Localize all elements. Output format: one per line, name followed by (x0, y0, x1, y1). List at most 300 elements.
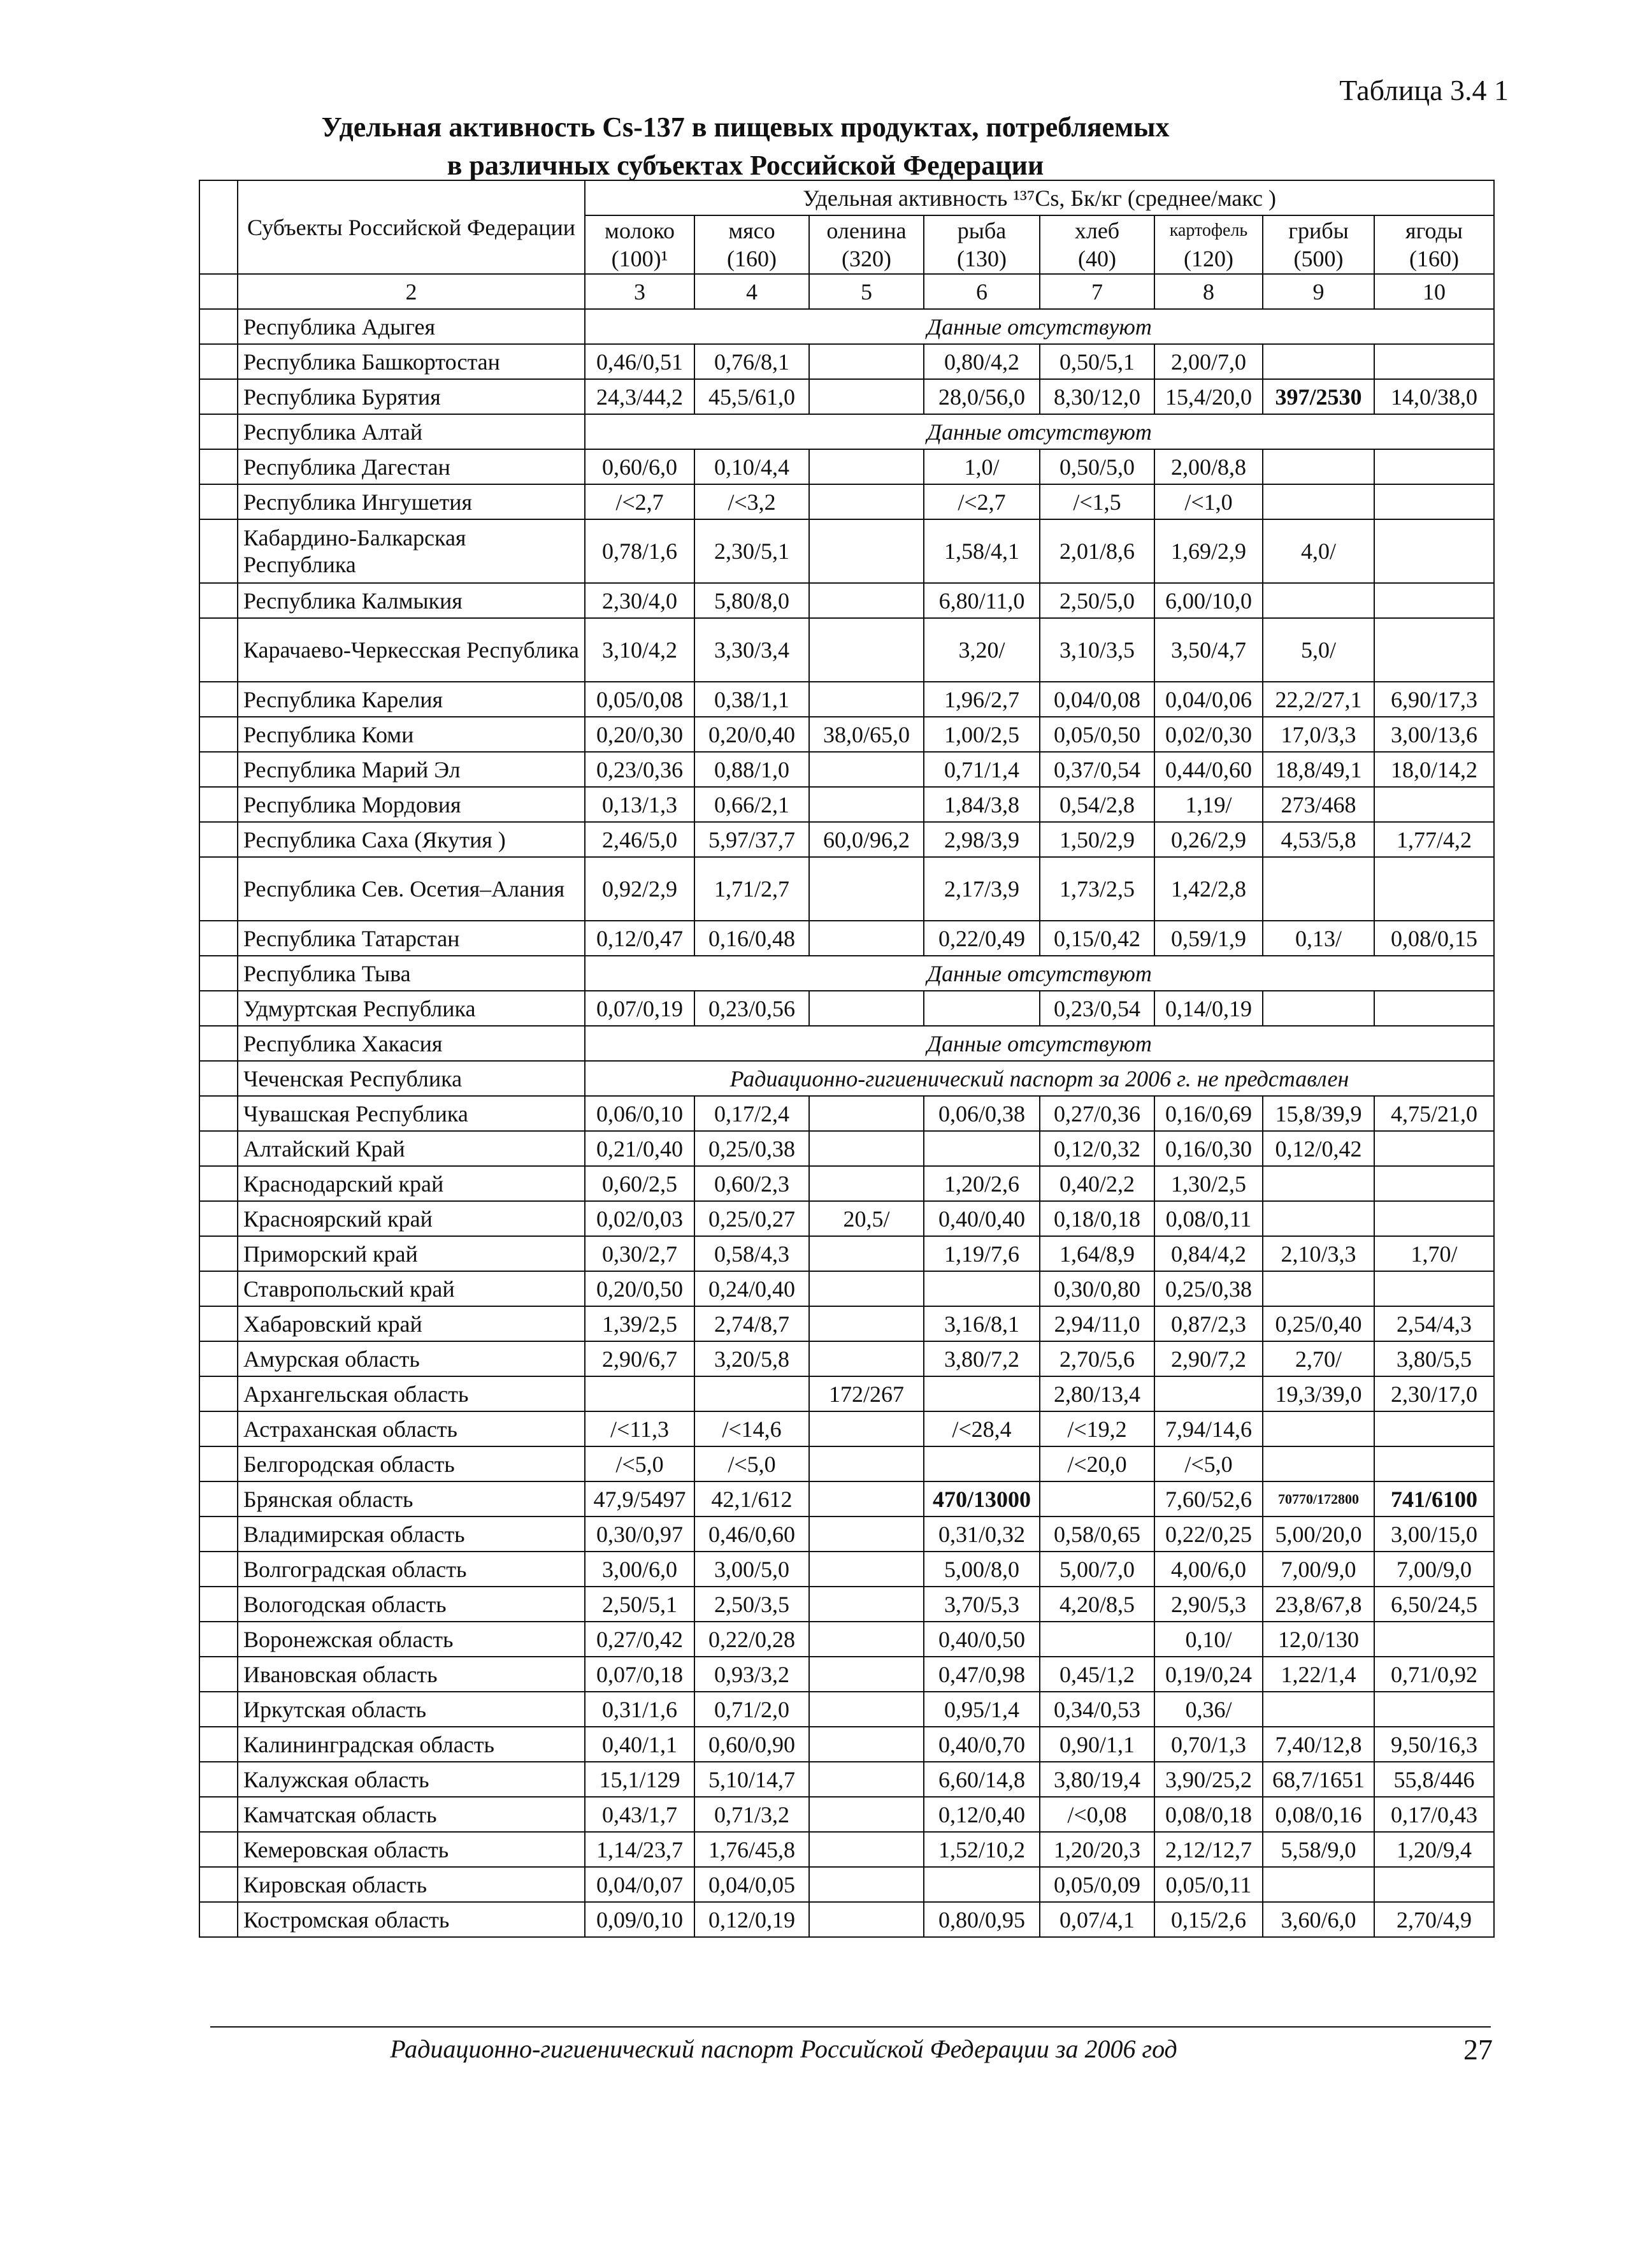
value-cell: 0,84/4,2 (1154, 1236, 1263, 1271)
subject-name: Кабардино-Балкарская Республика (238, 519, 585, 583)
value-cell: 3,20/5,8 (694, 1341, 809, 1376)
value-cell: 0,15/2,6 (1154, 1902, 1263, 1937)
column-number: 2 (238, 274, 585, 309)
row-index-cell (199, 344, 238, 379)
value-cell: 0,87/2,3 (1154, 1306, 1263, 1341)
value-cell: 0,12/0,19 (694, 1902, 809, 1937)
value-cell: 0,07/0,19 (585, 991, 694, 1026)
value-cell: 0,12/0,40 (924, 1797, 1040, 1832)
subject-name: Чеченская Республика (238, 1061, 585, 1096)
value-cell: 5,00/7,0 (1040, 1552, 1154, 1587)
value-cell: 0,05/0,09 (1040, 1867, 1154, 1902)
value-cell: 2,12/12,7 (1154, 1832, 1263, 1867)
subject-name: Калининградская область (238, 1727, 585, 1762)
value-cell (1374, 583, 1494, 618)
value-cell (809, 1446, 924, 1481)
value-cell: 7,00/9,0 (1374, 1552, 1494, 1587)
value-cell: 3,00/6,0 (585, 1552, 694, 1587)
value-cell: 0,44/0,60 (1154, 752, 1263, 787)
value-cell: 3,16/8,1 (924, 1306, 1040, 1341)
value-cell: 1,71/2,7 (694, 857, 809, 921)
value-cell: 5,58/9,0 (1263, 1832, 1374, 1867)
value-cell: 0,08/0,11 (1154, 1201, 1263, 1236)
value-cell (809, 1517, 924, 1552)
table-row (199, 1131, 1494, 1166)
value-cell: 0,22/0,25 (1154, 1517, 1263, 1552)
row-index-cell (199, 752, 238, 787)
subject-name: Республика Калмыкия (238, 583, 585, 618)
row-index-cell (199, 379, 238, 414)
column-header (585, 215, 694, 274)
value-cell: 0,08/0,18 (1154, 1797, 1263, 1832)
row-index-cell (199, 921, 238, 956)
value-cell: 12,0/130 (1263, 1622, 1374, 1657)
value-cell: 2,90/6,7 (585, 1341, 694, 1376)
value-cell: 0,40/0,40 (924, 1201, 1040, 1236)
value-cell (1374, 1692, 1494, 1727)
subject-name: Калужская область (238, 1762, 585, 1797)
value-cell: 0,12/0,32 (1040, 1131, 1154, 1166)
table-row (199, 1446, 1494, 1481)
table-row (199, 1306, 1494, 1341)
table-row (199, 618, 1494, 682)
table-label: Таблица 3.4 1 (1339, 74, 1509, 106)
value-cell: 23,8/67,8 (1263, 1587, 1374, 1622)
value-cell: 0,16/0,48 (694, 921, 809, 956)
value-cell: 0,40/0,50 (924, 1622, 1040, 1657)
value-cell: 0,20/0,40 (694, 717, 809, 752)
value-cell (924, 1867, 1040, 1902)
table-row (199, 752, 1494, 787)
value-cell: 0,60/6,0 (585, 449, 694, 484)
subject-name: Республика Дагестан (238, 449, 585, 484)
subject-name: Республика Адыгея (238, 309, 585, 344)
value-cell: 0,08/0,15 (1374, 921, 1494, 956)
row-index-cell (199, 717, 238, 752)
subject-name: Архангельская область (238, 1376, 585, 1411)
value-cell: /<11,3 (585, 1411, 694, 1446)
activity-table (199, 180, 1495, 1938)
table-row (199, 344, 1494, 379)
value-cell (1263, 857, 1374, 921)
value-cell: 0,13/1,3 (585, 787, 694, 822)
value-cell: 1,30/2,5 (1154, 1166, 1263, 1201)
value-cell: 68,7/1651 (1263, 1762, 1374, 1797)
row-index-cell (199, 1481, 238, 1517)
value-cell: 0,46/0,51 (585, 344, 694, 379)
value-cell (809, 1727, 924, 1762)
subject-name: Ставропольский край (238, 1271, 585, 1306)
value-cell: 1,42/2,8 (1154, 857, 1263, 921)
value-cell: 1,14/23,7 (585, 1832, 694, 1867)
value-cell (809, 1867, 924, 1902)
row-index-cell (199, 1692, 238, 1727)
footer-text: Радиационно-гигиенический паспорт Российской Федерации за 2006 год (390, 2035, 1177, 2063)
column-header (1374, 215, 1494, 274)
value-cell: 4,20/8,5 (1040, 1587, 1154, 1622)
value-cell: 0,12/0,47 (585, 921, 694, 956)
value-cell (809, 921, 924, 956)
column-name: рыба (957, 218, 1007, 243)
value-cell (809, 1096, 924, 1131)
row-index-cell (199, 1201, 238, 1236)
table-row (199, 1622, 1494, 1657)
value-cell: 2,01/8,6 (1040, 519, 1154, 583)
value-cell: /<19,2 (1040, 1411, 1154, 1446)
value-cell: 0,04/0,06 (1154, 682, 1263, 717)
row-index-cell (199, 1552, 238, 1587)
table-row (199, 1201, 1494, 1236)
row-index-cell (199, 822, 238, 857)
subject-name: Республика Сев. Осетия–Алания (238, 857, 585, 921)
table-row (199, 1587, 1494, 1622)
table-title (198, 108, 1293, 185)
value-cell: 1,0/ (924, 449, 1040, 484)
column-name: грибы (1288, 218, 1349, 243)
value-cell (809, 1411, 924, 1446)
value-cell: 3,00/13,6 (1374, 717, 1494, 752)
value-cell: 0,38/1,1 (694, 682, 809, 717)
value-cell (809, 1306, 924, 1341)
value-cell (924, 1271, 1040, 1306)
subject-name: Белгородская область (238, 1446, 585, 1481)
value-cell (809, 484, 924, 519)
value-cell: 1,69/2,9 (1154, 519, 1263, 583)
value-cell (809, 1341, 924, 1376)
value-cell: 1,39/2,5 (585, 1306, 694, 1341)
value-cell: 1,20/2,6 (924, 1166, 1040, 1201)
value-cell (1374, 484, 1494, 519)
value-cell: 6,00/10,0 (1154, 583, 1263, 618)
row-index-cell (199, 991, 238, 1026)
value-cell: 3,90/25,2 (1154, 1762, 1263, 1797)
value-cell (1263, 1166, 1374, 1201)
row-index-cell (199, 618, 238, 682)
value-cell: 28,0/56,0 (924, 379, 1040, 414)
value-cell: 1,20/9,4 (1374, 1832, 1494, 1867)
value-cell: 2,98/3,9 (924, 822, 1040, 857)
value-cell: 0,71/0,92 (1374, 1657, 1494, 1692)
subject-name: Республика Марий Эл (238, 752, 585, 787)
row-index-cell (199, 1446, 238, 1481)
value-cell: 0,46/0,60 (694, 1517, 809, 1552)
note-cell: Данные отсутствуют (585, 414, 1494, 449)
value-cell: 3,50/4,7 (1154, 618, 1263, 682)
value-cell: 470/13000 (924, 1481, 1040, 1517)
subject-name: Владимирская область (238, 1517, 585, 1552)
value-cell: 1,64/8,9 (1040, 1236, 1154, 1271)
value-cell (1374, 857, 1494, 921)
value-cell (1154, 1376, 1263, 1411)
subject-name: Хабаровский край (238, 1306, 585, 1341)
value-cell (809, 682, 924, 717)
column-header (924, 215, 1040, 274)
value-cell: 6,60/14,8 (924, 1762, 1040, 1797)
table-row (199, 857, 1494, 921)
value-cell (1374, 344, 1494, 379)
value-cell: 0,04/0,08 (1040, 682, 1154, 717)
column-name: оленина (826, 218, 907, 243)
value-cell: 1,19/ (1154, 787, 1263, 822)
value-cell: 2,50/5,1 (585, 1587, 694, 1622)
table-row (199, 1096, 1494, 1131)
subject-name: Иркутская область (238, 1692, 585, 1727)
table-row (199, 1867, 1494, 1902)
subject-name: Брянская область (238, 1481, 585, 1517)
value-cell: 17,0/3,3 (1263, 717, 1374, 752)
value-cell: 45,5/61,0 (694, 379, 809, 414)
table-row (199, 682, 1494, 717)
value-cell: 0,47/0,98 (924, 1657, 1040, 1692)
value-cell: 1,76/45,8 (694, 1832, 809, 1867)
table-row (199, 1026, 1494, 1061)
value-cell: 1,22/1,4 (1263, 1657, 1374, 1692)
value-cell (1263, 1692, 1374, 1727)
column-name: мясо (728, 218, 775, 243)
value-cell: 0,10/4,4 (694, 449, 809, 484)
value-cell: 3,60/6,0 (1263, 1902, 1374, 1937)
table-row (199, 787, 1494, 822)
subject-name: Карачаево-Черкесская Республика (238, 618, 585, 682)
row-index-cell (199, 1096, 238, 1131)
value-cell (809, 1762, 924, 1797)
value-cell (809, 1552, 924, 1587)
value-cell: 6,90/17,3 (1374, 682, 1494, 717)
value-cell: 5,80/8,0 (694, 583, 809, 618)
value-cell: /<3,2 (694, 484, 809, 519)
column-number: 9 (1263, 274, 1374, 309)
row-index-cell (199, 1236, 238, 1271)
value-cell: 0,20/0,50 (585, 1271, 694, 1306)
table-row (199, 921, 1494, 956)
value-cell: 0,58/4,3 (694, 1236, 809, 1271)
value-cell: 0,05/0,11 (1154, 1867, 1263, 1902)
value-cell (1374, 1166, 1494, 1201)
value-cell: 55,8/446 (1374, 1762, 1494, 1797)
row-index-cell (199, 787, 238, 822)
value-cell (809, 519, 924, 583)
value-cell: 0,20/0,30 (585, 717, 694, 752)
value-cell (809, 857, 924, 921)
value-cell: 0,36/ (1154, 1692, 1263, 1727)
value-cell (694, 1376, 809, 1411)
subject-header: Субъекты Российской Федерации (238, 180, 585, 274)
value-cell: 3,00/15,0 (1374, 1517, 1494, 1552)
value-cell (1263, 344, 1374, 379)
row-index-cell (199, 1832, 238, 1867)
row-index-cell (199, 1166, 238, 1201)
value-cell: 2,70/5,6 (1040, 1341, 1154, 1376)
value-cell: 0,31/1,6 (585, 1692, 694, 1727)
value-cell: /<1,0 (1154, 484, 1263, 519)
value-cell: 4,75/21,0 (1374, 1096, 1494, 1131)
table-row (199, 1271, 1494, 1306)
value-cell: 0,71/3,2 (694, 1797, 809, 1832)
column-header (1154, 215, 1263, 274)
value-cell: 0,71/1,4 (924, 752, 1040, 787)
row-index-cell (199, 1797, 238, 1832)
row-index-cell (199, 1657, 238, 1692)
subject-name: Республика Башкортостан (238, 344, 585, 379)
value-cell: 0,95/1,4 (924, 1692, 1040, 1727)
row-index-cell (199, 1902, 238, 1937)
column-limit: (130) (957, 246, 1007, 271)
value-cell: 0,30/2,7 (585, 1236, 694, 1271)
value-cell: 2,17/3,9 (924, 857, 1040, 921)
value-cell: 1,50/2,9 (1040, 822, 1154, 857)
value-cell: 0,76/8,1 (694, 344, 809, 379)
value-cell: 2,30/4,0 (585, 583, 694, 618)
subject-name: Костромская область (238, 1902, 585, 1937)
value-cell (809, 1166, 924, 1201)
table-row (199, 1657, 1494, 1692)
value-cell: 2,70/4,9 (1374, 1902, 1494, 1937)
value-cell: 6,80/11,0 (924, 583, 1040, 618)
value-cell (1374, 1271, 1494, 1306)
value-cell: 4,0/ (1263, 519, 1374, 583)
table-row (199, 1166, 1494, 1201)
subject-name: Волгоградская область (238, 1552, 585, 1587)
value-cell: /<20,0 (1040, 1446, 1154, 1481)
value-cell (809, 1832, 924, 1867)
table-row (199, 1762, 1494, 1797)
column-header (809, 215, 924, 274)
value-cell: 1,73/2,5 (1040, 857, 1154, 921)
value-cell: 18,8/49,1 (1263, 752, 1374, 787)
value-cell (1374, 1867, 1494, 1902)
subject-name: Республика Бурятия (238, 379, 585, 414)
value-cell: /<2,7 (585, 484, 694, 519)
subject-name: Республика Саха (Якутия ) (238, 822, 585, 857)
activity-group-header: Удельная активность ¹³⁷Cs, Бк/кг (среднее/макс ) (585, 180, 1494, 215)
value-cell: 2,46/5,0 (585, 822, 694, 857)
column-header (694, 215, 809, 274)
value-cell: 2,80/13,4 (1040, 1376, 1154, 1411)
value-cell (1263, 991, 1374, 1026)
value-cell: 0,92/2,9 (585, 857, 694, 921)
value-cell: 0,70/1,3 (1154, 1727, 1263, 1762)
table-row (199, 414, 1494, 449)
value-cell: 0,22/0,49 (924, 921, 1040, 956)
table-row (199, 379, 1494, 414)
value-cell (809, 1587, 924, 1622)
value-cell (809, 344, 924, 379)
row-index-cell (199, 682, 238, 717)
subject-name: Вологодская область (238, 1587, 585, 1622)
table-row (199, 484, 1494, 519)
value-cell: 273/468 (1263, 787, 1374, 822)
value-cell: 397/2530 (1263, 379, 1374, 414)
table-row (199, 309, 1494, 344)
table-row (199, 991, 1494, 1026)
subject-name: Кировская область (238, 1867, 585, 1902)
subject-name: Приморский край (238, 1236, 585, 1271)
value-cell: 0,06/0,38 (924, 1096, 1040, 1131)
subject-name: Республика Карелия (238, 682, 585, 717)
row-index-cell (199, 1517, 238, 1552)
value-cell: 0,17/2,4 (694, 1096, 809, 1131)
value-cell: 0,16/0,69 (1154, 1096, 1263, 1131)
value-cell: 15,4/20,0 (1154, 379, 1263, 414)
value-cell: 15,1/129 (585, 1762, 694, 1797)
value-cell: 3,20/ (924, 618, 1040, 682)
value-cell: /<5,0 (694, 1446, 809, 1481)
value-cell (1374, 1201, 1494, 1236)
value-cell (1374, 449, 1494, 484)
value-cell (924, 991, 1040, 1026)
column-limit: (160) (727, 246, 777, 271)
value-cell (809, 379, 924, 414)
value-cell: 0,59/1,9 (1154, 921, 1263, 956)
value-cell: 1,19/7,6 (924, 1236, 1040, 1271)
row-index-cell (199, 1026, 238, 1061)
value-cell: 0,06/0,10 (585, 1096, 694, 1131)
value-cell: 2,50/5,0 (1040, 583, 1154, 618)
value-cell (809, 1657, 924, 1692)
table-row (199, 1481, 1494, 1517)
value-cell: 0,30/0,80 (1040, 1271, 1154, 1306)
row-index-cell (199, 1587, 238, 1622)
value-cell: 0,23/0,54 (1040, 991, 1154, 1026)
value-cell: /<0,08 (1040, 1797, 1154, 1832)
value-cell: 2,50/3,5 (694, 1587, 809, 1622)
value-cell: 24,3/44,2 (585, 379, 694, 414)
value-cell: 1,52/10,2 (924, 1832, 1040, 1867)
value-cell: 0,24/0,40 (694, 1271, 809, 1306)
value-cell: 0,13/ (1263, 921, 1374, 956)
value-cell (1263, 1446, 1374, 1481)
value-cell: 0,78/1,6 (585, 519, 694, 583)
value-cell: 3,80/7,2 (924, 1341, 1040, 1376)
column-header (1040, 215, 1154, 274)
value-cell: 0,23/0,56 (694, 991, 809, 1026)
value-cell: 0,09/0,10 (585, 1902, 694, 1937)
table-row (199, 1727, 1494, 1762)
subject-name: Камчатская область (238, 1797, 585, 1832)
value-cell (1263, 583, 1374, 618)
value-cell: /<14,6 (694, 1411, 809, 1446)
value-cell (1374, 1411, 1494, 1446)
value-cell: 4,00/6,0 (1154, 1552, 1263, 1587)
value-cell: 0,18/0,18 (1040, 1201, 1154, 1236)
title-line-1: Удельная активность Cs-137 в пищевых продуктах, потребляемых (321, 112, 1170, 143)
value-cell: 5,0/ (1263, 618, 1374, 682)
value-cell: /<1,5 (1040, 484, 1154, 519)
value-cell: 0,27/0,42 (585, 1622, 694, 1657)
value-cell: 0,16/0,30 (1154, 1131, 1263, 1166)
value-cell: 0,50/5,1 (1040, 344, 1154, 379)
value-cell (924, 1131, 1040, 1166)
value-cell: 0,58/0,65 (1040, 1517, 1154, 1552)
value-cell: 20,5/ (809, 1201, 924, 1236)
column-name: хлеб (1074, 218, 1120, 243)
value-cell: 0,14/0,19 (1154, 991, 1263, 1026)
table-row (199, 583, 1494, 618)
value-cell: 0,21/0,40 (585, 1131, 694, 1166)
value-cell (809, 1797, 924, 1832)
value-cell (1263, 1201, 1374, 1236)
value-cell: 0,37/0,54 (1040, 752, 1154, 787)
value-cell: 1,20/20,3 (1040, 1832, 1154, 1867)
table-row (199, 1341, 1494, 1376)
subject-name: Республика Мордовия (238, 787, 585, 822)
table-row (199, 1376, 1494, 1411)
value-cell: 42,1/612 (694, 1481, 809, 1517)
value-cell: 60,0/96,2 (809, 822, 924, 857)
value-cell: 3,10/3,5 (1040, 618, 1154, 682)
row-index-cell (199, 414, 238, 449)
value-cell: /<2,7 (924, 484, 1040, 519)
